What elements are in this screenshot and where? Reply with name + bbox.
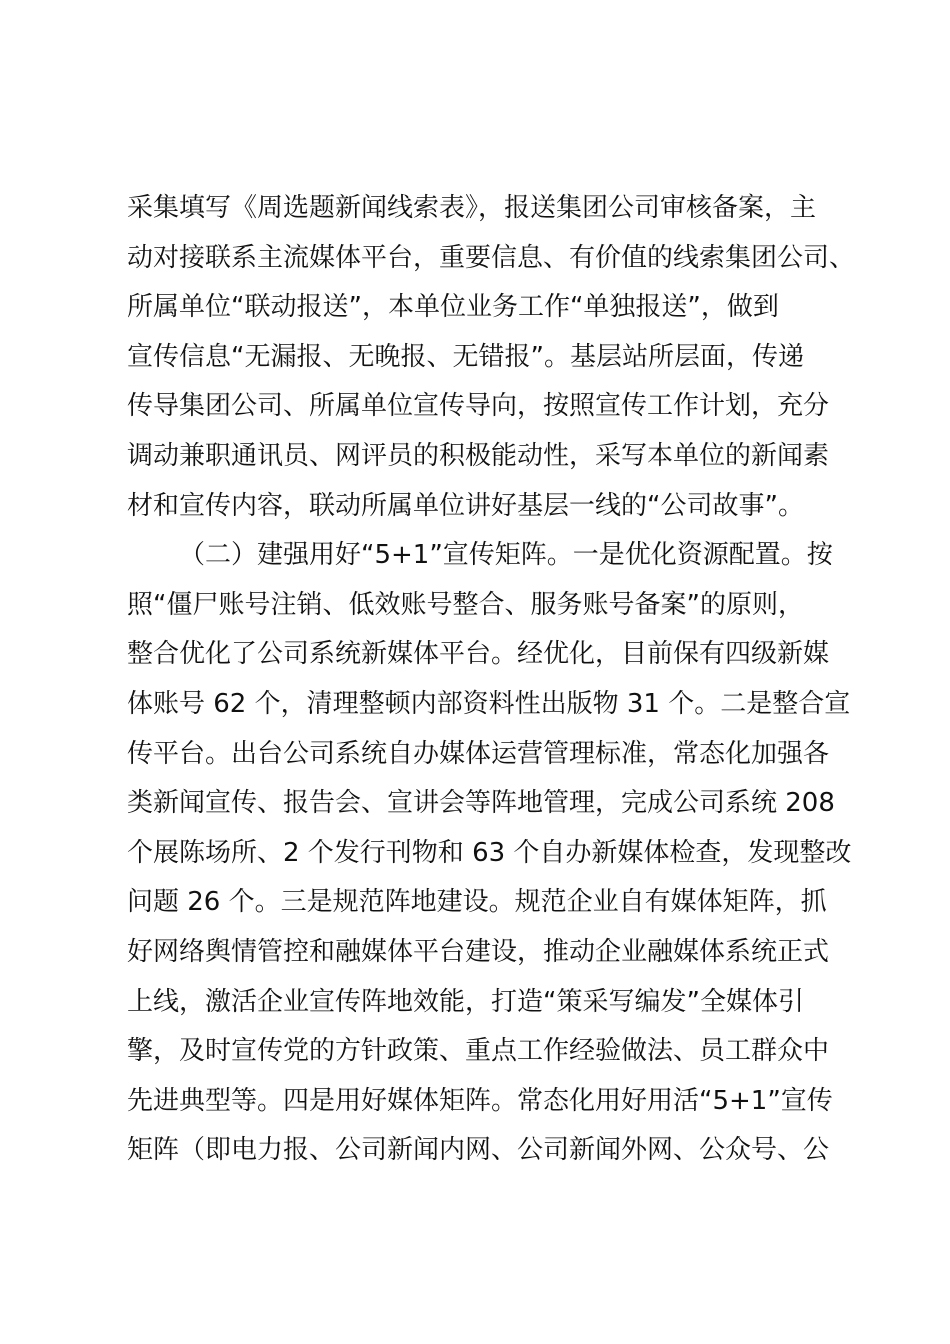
text-line: 照“僵尸账号注销、低效账号整合、服务账号备案”的原则， xyxy=(127,589,804,620)
text-line: 传导集团公司、所属单位宣传导向，按照宣传工作计划，充分 xyxy=(127,391,830,422)
text-line: 动对接联系主流媒体平台，重要信息、有价值的线索集团公司、 xyxy=(127,242,856,273)
text-line: 采集填写《周选题新闻线索表》，报送集团公司审核备案，主 xyxy=(127,193,817,223)
text-line: 好网络舆情管控和融媒体平台建设，推动企业融媒体系统正式 xyxy=(127,936,830,967)
text-line: 材和宣传内容，联动所属单位讲好基层一线的“公司故事”。 xyxy=(127,490,804,521)
text-line: 整合优化了公司系统新媒体平台。经优化，目前保有四级新媒 xyxy=(127,639,830,670)
text-line: 调动兼职通讯员、网评员的积极能动性，采写本单位的新闻素 xyxy=(127,440,830,471)
text-line: 问题 26 个。三是规范阵地建设。规范企业自有媒体矩阵，抓 xyxy=(127,887,827,918)
text-line: 传平台。出台公司系统自办媒体运营管理标准，常态化加强各 xyxy=(127,738,830,769)
text-line: 个展陈场所、2 个发行刊物和 63 个自办新媒体检查，发现整改 xyxy=(127,837,852,868)
text-line: 矩阵（即电力报、公司新闻内网、公司新闻外网、公众号、公 xyxy=(127,1135,830,1166)
document-body xyxy=(127,184,856,1176)
text-line: 上线，激活企业宣传阵地效能，打造“策采写编发”全媒体引 xyxy=(127,986,804,1017)
text-line: （二）建强用好“5+1”宣传矩阵。一是优化资源配置。按 xyxy=(179,540,833,571)
text-line: 所属单位“联动报送”，本单位业务工作“单独报送”，做到 xyxy=(127,292,779,323)
text-line: 擎，及时宣传党的方针政策、重点工作经验做法、员工群众中 xyxy=(127,1036,830,1067)
text-line: 宣传信息“无漏报、无晚报、无错报”。基层站所层面，传递 xyxy=(127,341,804,372)
text-line: 体账号 62 个，清理整顿内部资料性出版物 31 个。二是整合宣 xyxy=(127,688,851,719)
text-line: 类新闻宣传、报告会、宣讲会等阵地管理，完成公司系统 208 xyxy=(127,788,835,819)
text-line: 先进典型等。四是用好媒体矩阵。常态化用好用活“5+1”宣传 xyxy=(127,1085,833,1116)
